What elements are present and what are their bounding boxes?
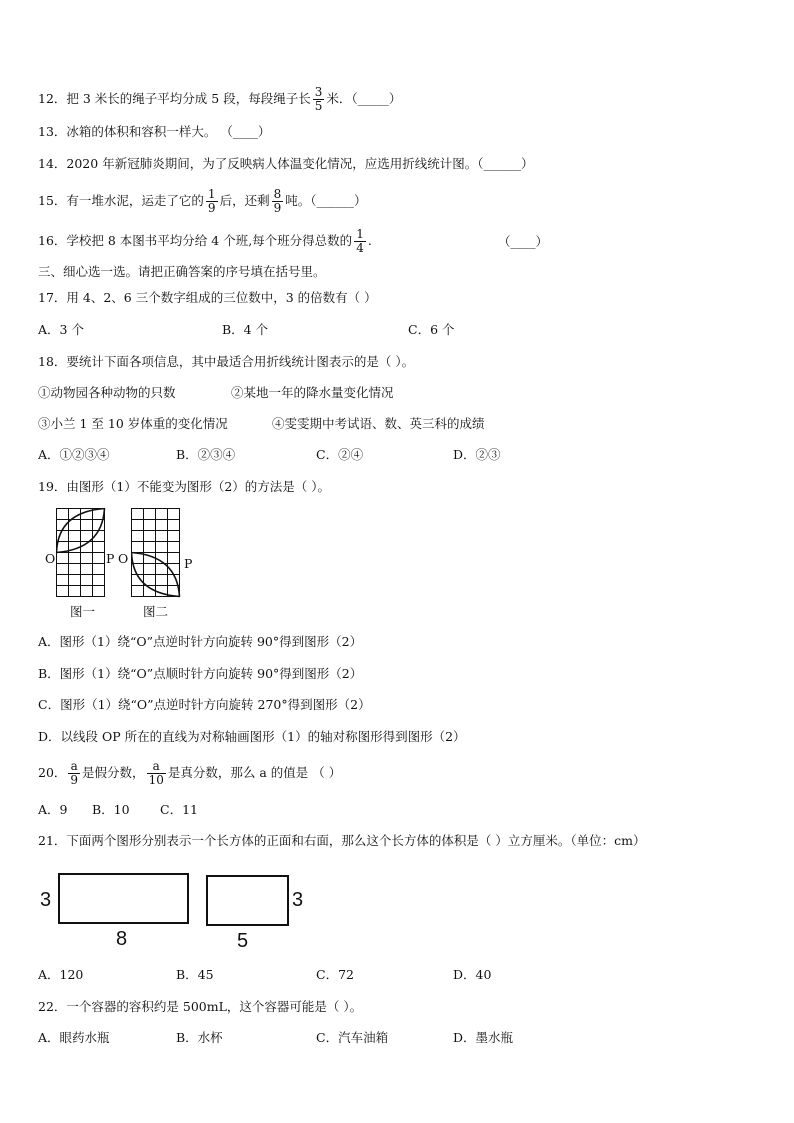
fraction: $\frac{a}{10}$ [148, 759, 164, 787]
question-22: 22．一个容器的容积约是 500mL，这个容器可能是（ ）。 [38, 999, 363, 1014]
grid-figure-1 [56, 508, 106, 598]
statement-1: ①动物园各种动物的只数 [38, 385, 176, 400]
question-16: 16．学校把 8 本图书平均分给 4 个班,每个班分得总数的 $\frac{1}{4}$ . [38, 227, 372, 255]
option-b: B．②③④ [176, 447, 236, 462]
question-19: 19．由图形（1）不能变为图形（2）的方法是（ ）。 [38, 479, 331, 494]
option-a: A．120 [38, 967, 84, 982]
question-17: 17．用 4、2、6 三个数字组成的三位数中，3 的倍数有（ ） [38, 290, 377, 305]
option-b: B．4 个 [222, 322, 269, 337]
point-o-label: O [45, 551, 56, 566]
option-a: A．眼药水瓶 [38, 1030, 110, 1045]
section-heading: 三、细心选一选。请把正确答案的序号填在括号里。 [38, 264, 326, 279]
option-b: B．图形（1）绕“O”点顺时针方向旋转 90°得到图形（2） [38, 666, 363, 681]
fraction: $\frac{1}{4}$ [356, 227, 364, 255]
fraction: $\frac{a}{9}$ [70, 759, 79, 787]
option-a: A．图形（1）绕“O”点逆时针方向旋转 90°得到图形（2） [38, 634, 363, 649]
side-width-label: 5 [237, 930, 249, 952]
grid-figure-2 [131, 508, 181, 598]
fraction: $\frac{1}{9}$ [207, 187, 216, 215]
fraction: $\frac{3}{5}$ [314, 85, 323, 113]
option-c: C．②④ [316, 447, 364, 462]
front-height-label: 3 [40, 889, 52, 911]
side-face-rectangle [206, 875, 290, 927]
question-12: 12．把 3 米长的绳子平均分成 5 段，每段绳子长 $\frac{3}{5}$ 米．（_____） [38, 85, 402, 113]
statement-4: ④雯雯期中考试语、数、英三科的成绩 [272, 416, 485, 431]
question-15: 15．有一堆水泥，运走了它的 $\frac{1}{9}$ 后，还剩 $\frac{8}{9}$ 吨。（______） [38, 187, 367, 215]
option-c: C．汽车油箱 [316, 1030, 389, 1045]
front-length-label: 8 [116, 928, 128, 950]
point-o-label: O [118, 551, 129, 566]
front-face-rectangle [58, 873, 190, 925]
question-21: 21．下面两个图形分别表示一个长方体的正面和右面，那么这个长方体的体积是（ ）立方厘米。（单位：cm） [38, 833, 646, 848]
option-b: B．10 [92, 802, 130, 817]
point-p-label: P [184, 556, 193, 571]
question-20: 20． $\frac{a}{9}$ 是假分数， $\frac{a}{10}$ 是真分数，那么 a 的值是 （ ） [38, 759, 342, 787]
fraction: $\frac{8}{9}$ [273, 187, 282, 215]
question-18: 18．要统计下面各项信息，其中最适合用折线统计图表示的是（ ）。 [38, 354, 415, 369]
option-b: B．45 [176, 967, 214, 982]
statement-2: ②某地一年的降水量变化情况 [231, 385, 394, 400]
answer-blank: （____） [498, 234, 549, 249]
option-c: C．72 [316, 967, 354, 982]
figure-1-caption: 图一 [70, 604, 96, 619]
option-c: C．11 [160, 802, 198, 817]
option-a: A．①②③④ [38, 447, 110, 462]
option-b: B．水杯 [176, 1030, 223, 1045]
option-a: A．3 个 [38, 322, 84, 337]
statement-3: ③小兰 1 至 10 岁体重的变化情况 [38, 416, 228, 431]
side-height-label: 3 [292, 889, 304, 911]
question-14: 14．2020 年新冠肺炎期间，为了反映病人体温变化情况，应选用折线统计图。（______） [38, 156, 534, 171]
option-c: C．图形（1）绕“O”点逆时针方向旋转 270°得到图形（2） [38, 697, 371, 712]
option-d: D．以线段 OP 所在的直线为对称轴画图形（1）的轴对称图形得到图形（2） [38, 729, 466, 744]
option-a: A．9 [38, 802, 68, 817]
figure-2-caption: 图二 [143, 604, 169, 619]
point-p-label: P [106, 551, 115, 566]
option-d: D．40 [453, 967, 492, 982]
option-d: D．②③ [453, 447, 501, 462]
option-c: C．6 个 [408, 322, 455, 337]
question-13: 13．冰箱的体积和容积一样大。 （____） [38, 124, 271, 139]
option-d: D．墨水瓶 [453, 1030, 514, 1045]
